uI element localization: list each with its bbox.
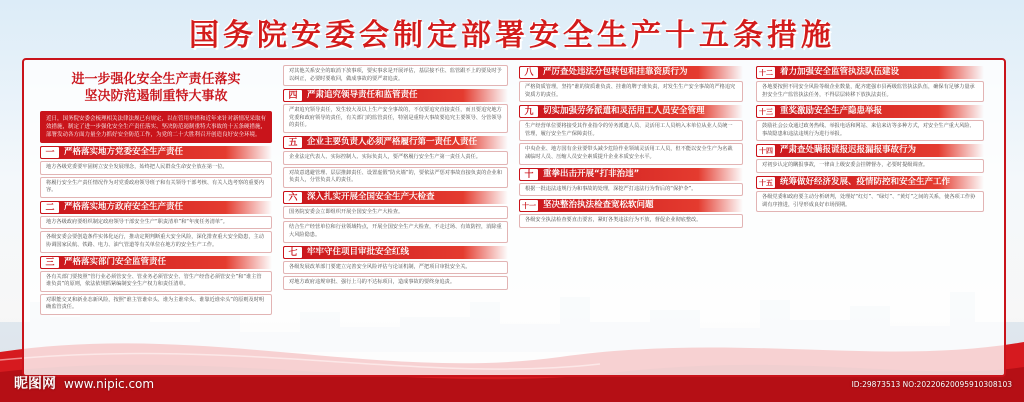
section-title: 牢牢守住项目审批安全红线	[307, 246, 410, 257]
section-number: 二	[40, 201, 60, 214]
watermark-url: www.nipic.com	[64, 377, 155, 391]
section-paragraph: 对初步认定的瞒报事故，一律由上级安委会挂牌督办，必要时提级调查。	[756, 159, 984, 173]
intro-heading-line-2: 坚决防范遏制重特大事故	[84, 89, 228, 104]
section-header	[283, 246, 508, 259]
section-paragraph: 地方各级政府要组织制定政府领导干部安全生产“职责清单”和“年度任务清单”。	[40, 216, 272, 230]
intro-text: 近日，国务院安委会梳理相关法律法规已有规定，以在管用举措和近年来针对新情况采取有效措施，制定了进一步强化安全生产责任落实、坚决防范遏制重特大事故的十五条硬措施，部署发动各方面力量全力抓好安全防范工作，为党的二十大胜利召开创造良好安全环境。	[40, 111, 272, 143]
section-title: 着力加强安全监管执法队伍建设	[780, 67, 900, 77]
section-number: 三	[40, 256, 60, 269]
watermark-id: ID:29873513 NO:20220620095910308103	[851, 380, 1012, 389]
section-header	[519, 105, 743, 118]
section-header	[283, 136, 508, 149]
section-paragraph: 中央企业、地方国有企业要带头减少危险作业领域灵活用工人员，但不能以安全生产为名裁减临时人员、压缩人员安全素质提升企业本质安全水平。	[519, 143, 743, 164]
section-paragraph: 生产经营单位要将接受其作业指令的劳务派遣人员、灵活用工人员纳入本单位从业人员统一管理，履行安全生产保障责任。	[519, 120, 743, 141]
section-paragraph: 将履行安全生产责任情况作为对党委政府领导班子和有关领导干部考核、有关人选考察的重要内容。	[40, 177, 272, 198]
section-paragraph: 对地方政府违规审批、强行上马的不达标项目，造成事故的要终身追责。	[283, 276, 508, 290]
section-header	[519, 66, 743, 79]
section-paragraph: 各级安委会要创造条件实体化运行，推动定期判断重大安全风险，深化排查重大安全隐患，主动协调国家民航、铁路、电力、油气管道等有关单位在地方的安全生产工作。	[40, 231, 272, 252]
section-header	[519, 199, 743, 212]
section-paragraph: 严格资质管理，坚持“谁的资质谁负责、挂谁的牌子谁负责，对发生生产安全事故的严格追究资质方的责任。	[519, 81, 743, 102]
section-paragraph: 对故意逃避管理、层层推卸责任、设置虚假“防火墙”的，要依法严惩对事故直接负责的企业和负责人，分管负责人的责任。	[283, 167, 508, 188]
section-number: 十四	[756, 144, 776, 157]
section-number: 十	[519, 168, 539, 181]
section-number: 十五	[756, 176, 776, 189]
section-title: 严厉查处违法分包转包和挂靠资质行为	[543, 67, 688, 77]
section-title: 严格落实部门安全监管责任	[64, 256, 167, 267]
section-header	[283, 89, 508, 102]
section-title: 统筹做好经济发展、疫情防控和安全生产工作	[780, 176, 951, 187]
section-title: 深入扎实开展全国安全生产大检查	[307, 191, 435, 202]
section-header	[40, 201, 272, 214]
section-paragraph: 各有关部门要按照“管行业必须管安全、管业务必须管安全、管生产经营必须管安全”和“谁主管谁负责”的原则，依法依规抓紧编制安全生产权力和责任清单。	[40, 271, 272, 292]
section-paragraph: 对职能交叉和新业态新风险，按照“谁主管谁牵头、谁为主谁牵头、谁靠近谁牵头”的原则及时明确监管责任。	[40, 294, 272, 315]
section-paragraph: 各地要按照不同安全风险等级企业数量，配齐建强市县两级监管执法队伍，确保有足够力量承担安全生产监管执法任务，不得层层转移下放执法责任。	[756, 81, 984, 102]
section-paragraph: 根据一批违法违规行为和事故的处理，深挖严打违法行为背后的“保护伞”。	[519, 183, 743, 197]
section-title: 重奖激励安全生产隐患举报	[780, 106, 883, 117]
section-title: 严格落实地方党委安全生产责任	[64, 147, 184, 157]
section-paragraph: 各级安全执法检查要直击要害，紧盯各类违法行为不放，督促企业彻底整改。	[519, 214, 743, 228]
intro-heading	[40, 71, 272, 105]
page-title: 国务院安委会制定部署安全生产十五条措施	[189, 18, 835, 53]
section-title: 企业主要负责人必须严格履行第一责任人责任	[307, 136, 478, 147]
section-header	[756, 176, 984, 189]
section-number: 十二	[756, 66, 776, 79]
logo-text: 昵图网	[14, 376, 56, 392]
section-paragraph: 鼓励社会公众通过政务热线、举报电话和网站、来信来访等多种方式，对安全生产重大风险、事故隐患和违法违规行为进行举报。	[756, 120, 984, 141]
section-header	[519, 168, 743, 181]
section-number: 四	[283, 89, 303, 102]
section-title: 严肃追究领导责任和监管责任	[307, 90, 418, 101]
section-title: 严肃查处瞒报谎报迟报漏报事故行为	[780, 145, 917, 156]
section-paragraph: 各级发展改革部门要建立完善安全风险评估与论证机制，严把项目审批安全关。	[283, 261, 508, 275]
column-4	[756, 63, 984, 212]
section-title: 重拳出击开展“打非治违”	[543, 168, 640, 179]
column-3	[519, 63, 743, 228]
section-header	[283, 191, 508, 204]
section-title: 严格落实地方政府安全生产责任	[64, 201, 184, 212]
section-paragraph: 企业法定代表人、实际控制人、实际负责人，要严格履行安全生产第一责任人责任。	[283, 151, 508, 165]
section-number: 八	[519, 66, 539, 79]
section-number: 五	[283, 136, 303, 149]
intro-heading-line-1: 进一步强化安全生产责任落实	[71, 72, 241, 87]
section-header	[40, 146, 272, 159]
section-header	[756, 144, 984, 157]
section-paragraph: 严肃追究领导责任，发生较大及以上生产安全事故的，不仅要追究直接责任，而且要追究地方党委和政府领导的责任，有关部门的监管责任，特别是重特大事故要追究主要领导、分管领导的责任。	[283, 104, 508, 133]
section-paragraph: 地方各级党委要牢固树立安全发展理念，始终把人民群众生命安全放在第一位。	[40, 161, 272, 175]
section-title: 切实加强劳务派遣和灵活用工人员安全管理	[543, 106, 705, 117]
section-number: 六	[283, 191, 303, 204]
column-1	[40, 63, 272, 315]
section-number: 七	[283, 246, 303, 259]
section-paragraph: 结合生产经营单位和行业领域特点，开展全国安全生产大检查，不走过场、有效防控，消除重大风险隐患。	[283, 221, 508, 242]
section-paragraph: 各级党委和政府要主动分析研判，处理好“红灯”、“绿灯”、“黄灯”之间的关系，使各项工作协调有序推进，引导形成良好市场预期。	[756, 191, 984, 212]
section-header	[40, 256, 272, 269]
section-paragraph: 对其他关系安全的取消下放事项，要实事求是开展评估，基层接不住、监管跟不上的要及时予以纠正，必要时要收回，做成事故的要严肃追责。	[283, 65, 508, 86]
section-number: 一	[40, 146, 60, 159]
section-number: 九	[519, 105, 539, 118]
watermark-logo	[14, 373, 154, 393]
column-2	[283, 63, 508, 290]
section-title: 坚决整治执法检查宽松软问题	[543, 200, 654, 211]
section-paragraph: 国务院安委会立即组织开展全国安全生产大检查。	[283, 206, 508, 220]
section-header	[756, 66, 984, 79]
section-header	[756, 105, 984, 118]
section-number: 十三	[756, 105, 776, 118]
section-number: 十一	[519, 199, 539, 212]
